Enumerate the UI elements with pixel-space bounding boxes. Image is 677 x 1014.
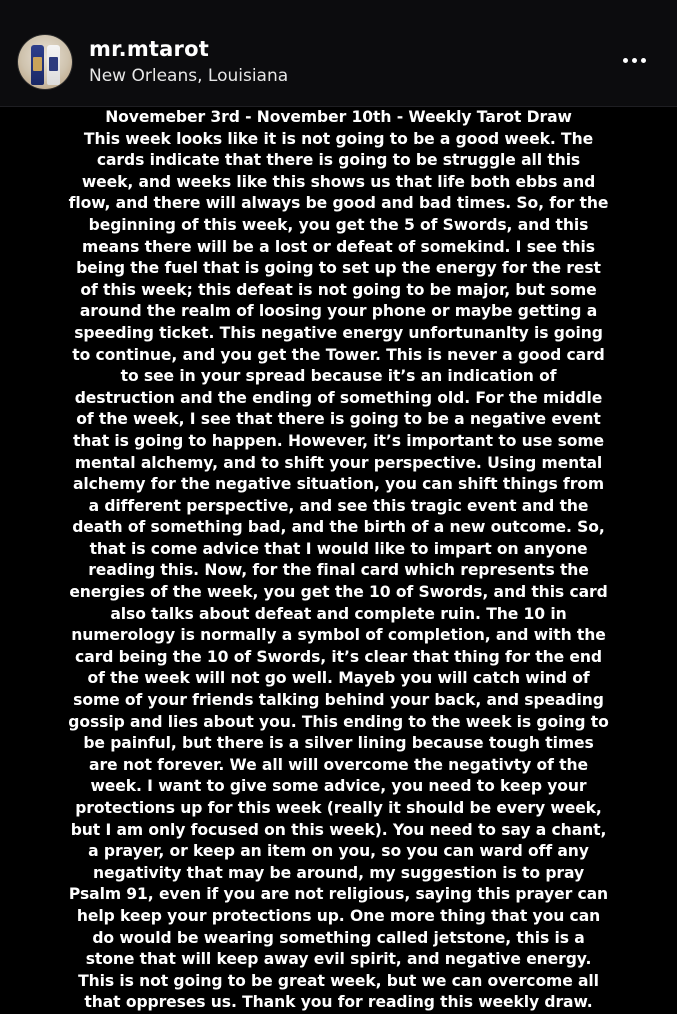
location-label[interactable]: New Orleans, Louisiana — [89, 66, 289, 86]
more-options-icon[interactable] — [614, 48, 654, 72]
avatar[interactable] — [18, 35, 72, 89]
post-header — [0, 0, 677, 107]
post-text: Novemeber 3rd - November 10th - Weekly Tarot Draw This week looks like it is not going to be a good week. The cards indicate that there is going to be struggle all this week, and weeks like this shows us that life both ebbs and flow, and there will always be good and bad times. So, for the beginning of this week, you get the 5 of Swords, and this means there will be a lost or defeat of somekind. I see this being the fuel that is going to set up the energy for the rest of this week; this defeat is not going to be major, but some around the realm of loosing your phone or maybe getting a speeding ticket. This negative energy unfortunanlty is going to continue, and you get the Tower. This is never a good card to see in your spread because it’s an indication of destruction and the ending of something old. For the middle of the week, I see that there is going to be a negative event that is going to happen. However, it’s important to use some mental alchemy, and to shift your perspective. Using mental alchemy for the negative situation, you can shift things from a different perspective, and see this tragic event and the death of something bad, and the birth of a new outcome. So, that is come advice that I would like to impart on anyone reading this. Now, for the final card which represents the energies of the week, you get the 10 of Swords, and this card also talks about defeat and complete ruin. The 10 in numerology is normally a symbol of completion, and with the card being the 10 of Swords, it’s clear that thing for the end of the week will not go well. Mayeb you will catch wind of some of your friends talking behind your back, and speading gossip and lies about you. This ending to the week is going to be painful, but there is a silver lining because tough times are not forever. We all will overcome the negativty of the week. I want to give some advice, you need to keep your protections up for this week (really it should be every week, but I am only focused on this week). You need to say a chant, a prayer, or keep an item on you, so you can ward off any negativity that may be around, my suggestion is to pray Psalm 91, even if you are not religious, saying this prayer can help keep your protections up. One more thing that you can do would be wearing something called jetstone, this is a stone that will keep away evil spirit, and negative energy. This is not going to be great week, but we can overcome all that oppreses us. Thank you for reading this weekly draw. — [68, 108, 609, 1012]
blue-candle-image — [31, 45, 44, 85]
dot — [623, 58, 628, 63]
white-candle-image — [47, 45, 60, 85]
dot — [641, 58, 646, 63]
post-content — [10, 107, 667, 1012]
username[interactable]: mr.mtarot — [89, 37, 209, 61]
dot — [632, 58, 637, 63]
